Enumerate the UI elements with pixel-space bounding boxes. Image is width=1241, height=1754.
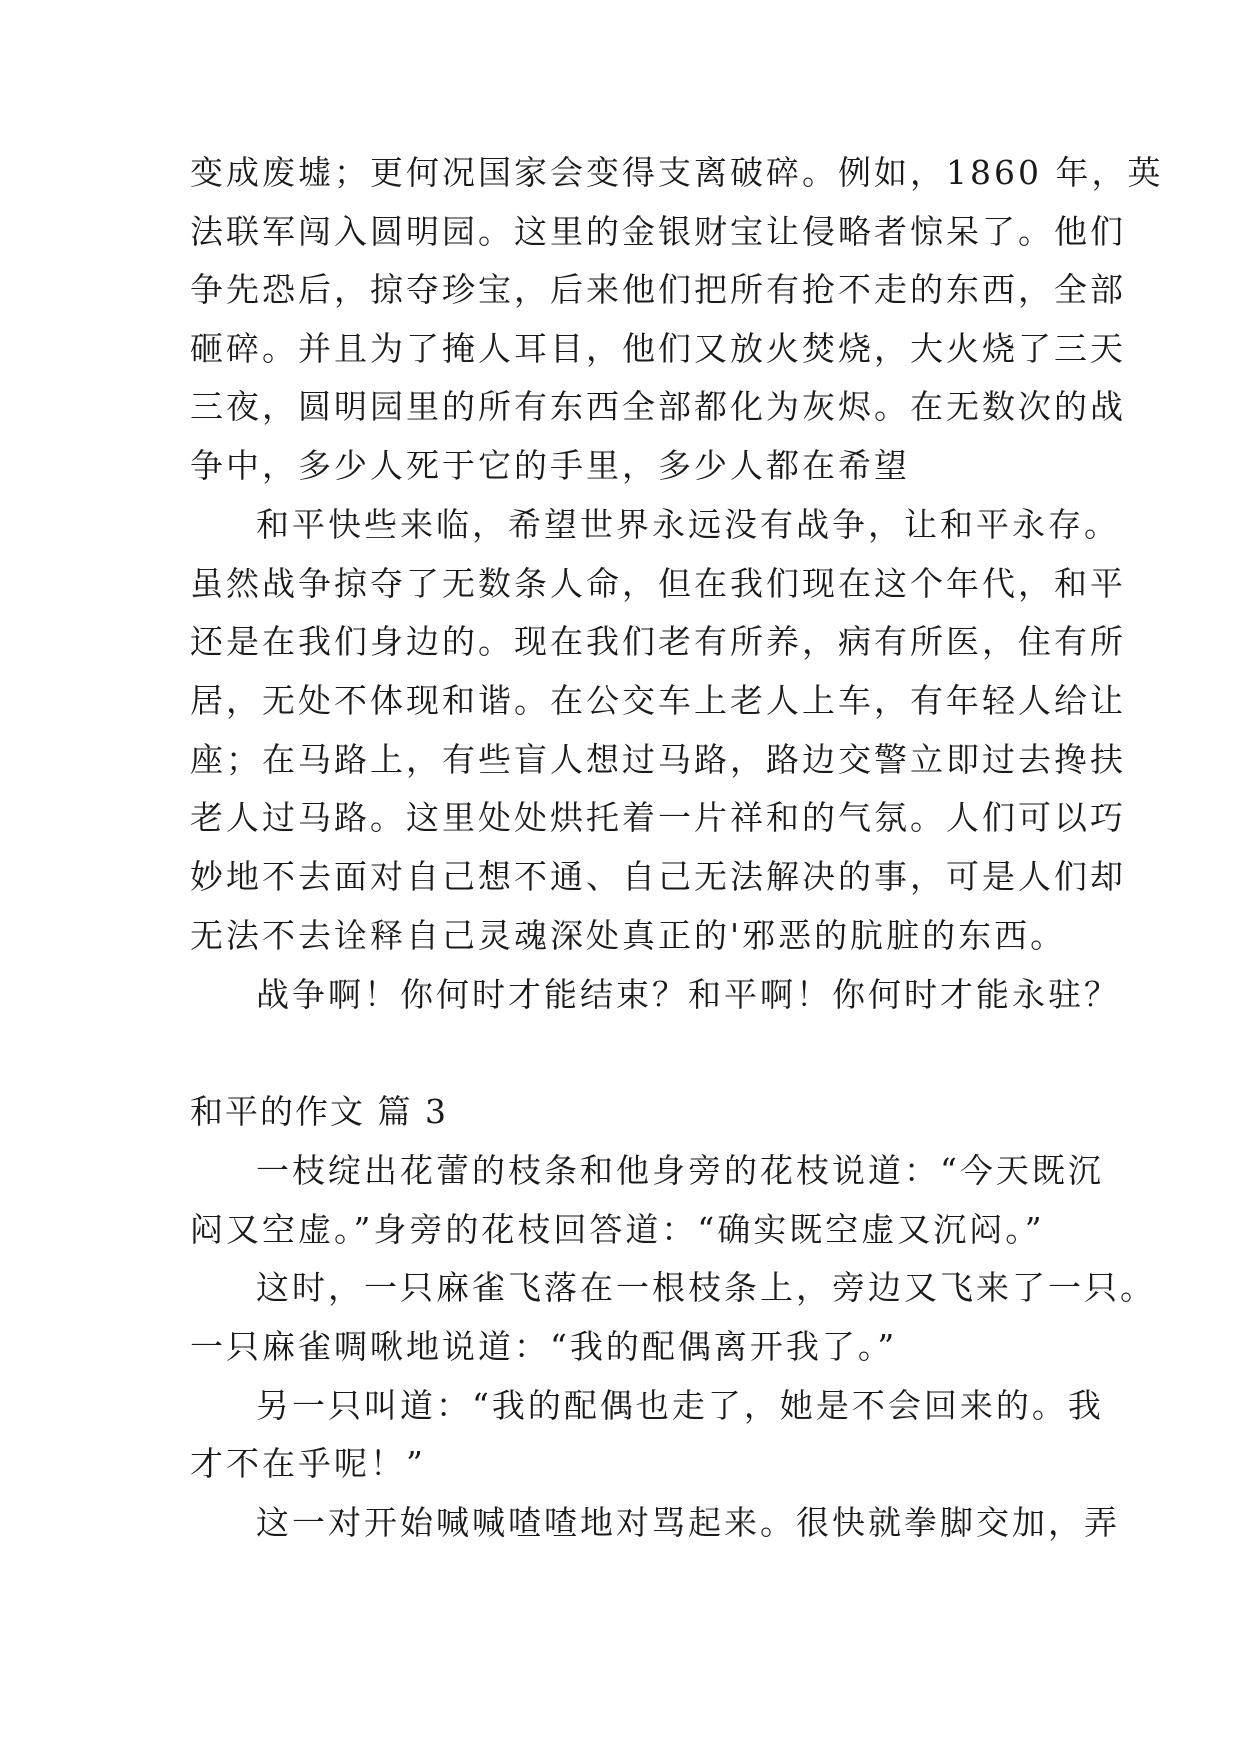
- section-heading: 和平的作文 篇 3: [190, 1092, 448, 1131]
- text-line: 才不在乎呢！”: [190, 1444, 426, 1483]
- paragraph-first-line: 这时，一只麻雀飞落在一根枝条上，旁边又飞来了一只。: [256, 1268, 1156, 1307]
- text-line: 座；在马路上，有些盲人想过马路，路边交警立即过去搀扶: [190, 740, 1126, 779]
- text-line: 砸碎。并且为了掩人耳目，他们又放火焚烧，大火烧了三天: [190, 329, 1126, 368]
- text-line: 还是在我们身边的。现在我们老有所养，病有所医，住有所: [190, 622, 1126, 661]
- paragraph-first-line: 这一对开始喊喊喳喳地对骂起来。很快就拳脚交加，弄: [256, 1503, 1120, 1542]
- paragraph-first-line: 战争啊！你何时才能结束？和平啊！你何时才能永驻？: [256, 975, 1120, 1014]
- paragraph-first-line: 和平快些来临，希望世界永远没有战争，让和平永存。: [256, 505, 1120, 544]
- text-line: 一只麻雀啁啾地说道：“我的配偶离开我了。”: [190, 1327, 898, 1366]
- text-line: 闷又空虚。”身旁的花枝回答道：“确实既空虚又沉闷。”: [190, 1210, 1045, 1249]
- text-line: 妙地不去面对自己想不通、自己无法解决的事，可是人们却: [190, 857, 1126, 896]
- text-line: 三夜，圆明园里的所有东西全部都化为灰烬。在无数次的战: [190, 387, 1126, 426]
- text-line: 无法不去诠释自己灵魂深处真正的'邪恶的肮脏的东西。: [190, 916, 1067, 955]
- text-line: 争中，多少人死于它的手里，多少人都在希望: [190, 446, 910, 485]
- text-line: 法联军闯入圆明园。这里的金银财宝让侵略者惊呆了。他们: [190, 212, 1126, 251]
- text-line: 虽然战争掠夺了无数条人命，但在我们现在这个年代，和平: [190, 564, 1126, 603]
- text-line: 变成废墟；更何况国家会变得支离破碎。例如，1860 年，英: [190, 153, 1164, 192]
- text-line: 居，无处不体现和谐。在公交车上老人上车，有年轻人给让: [190, 681, 1126, 720]
- text-line: 争先恐后，掠夺珍宝，后来他们把所有抢不走的东西，全部: [190, 270, 1126, 309]
- paragraph-first-line: 另一只叫道：“我的配偶也走了，她是不会回来的。我: [256, 1386, 1104, 1425]
- text-line: 老人过马路。这里处处烘托着一片祥和的气氛。人们可以巧: [190, 798, 1126, 837]
- paragraph-first-line: 一枝绽出花蕾的枝条和他身旁的花枝说道：“今天既沉: [256, 1151, 1104, 1190]
